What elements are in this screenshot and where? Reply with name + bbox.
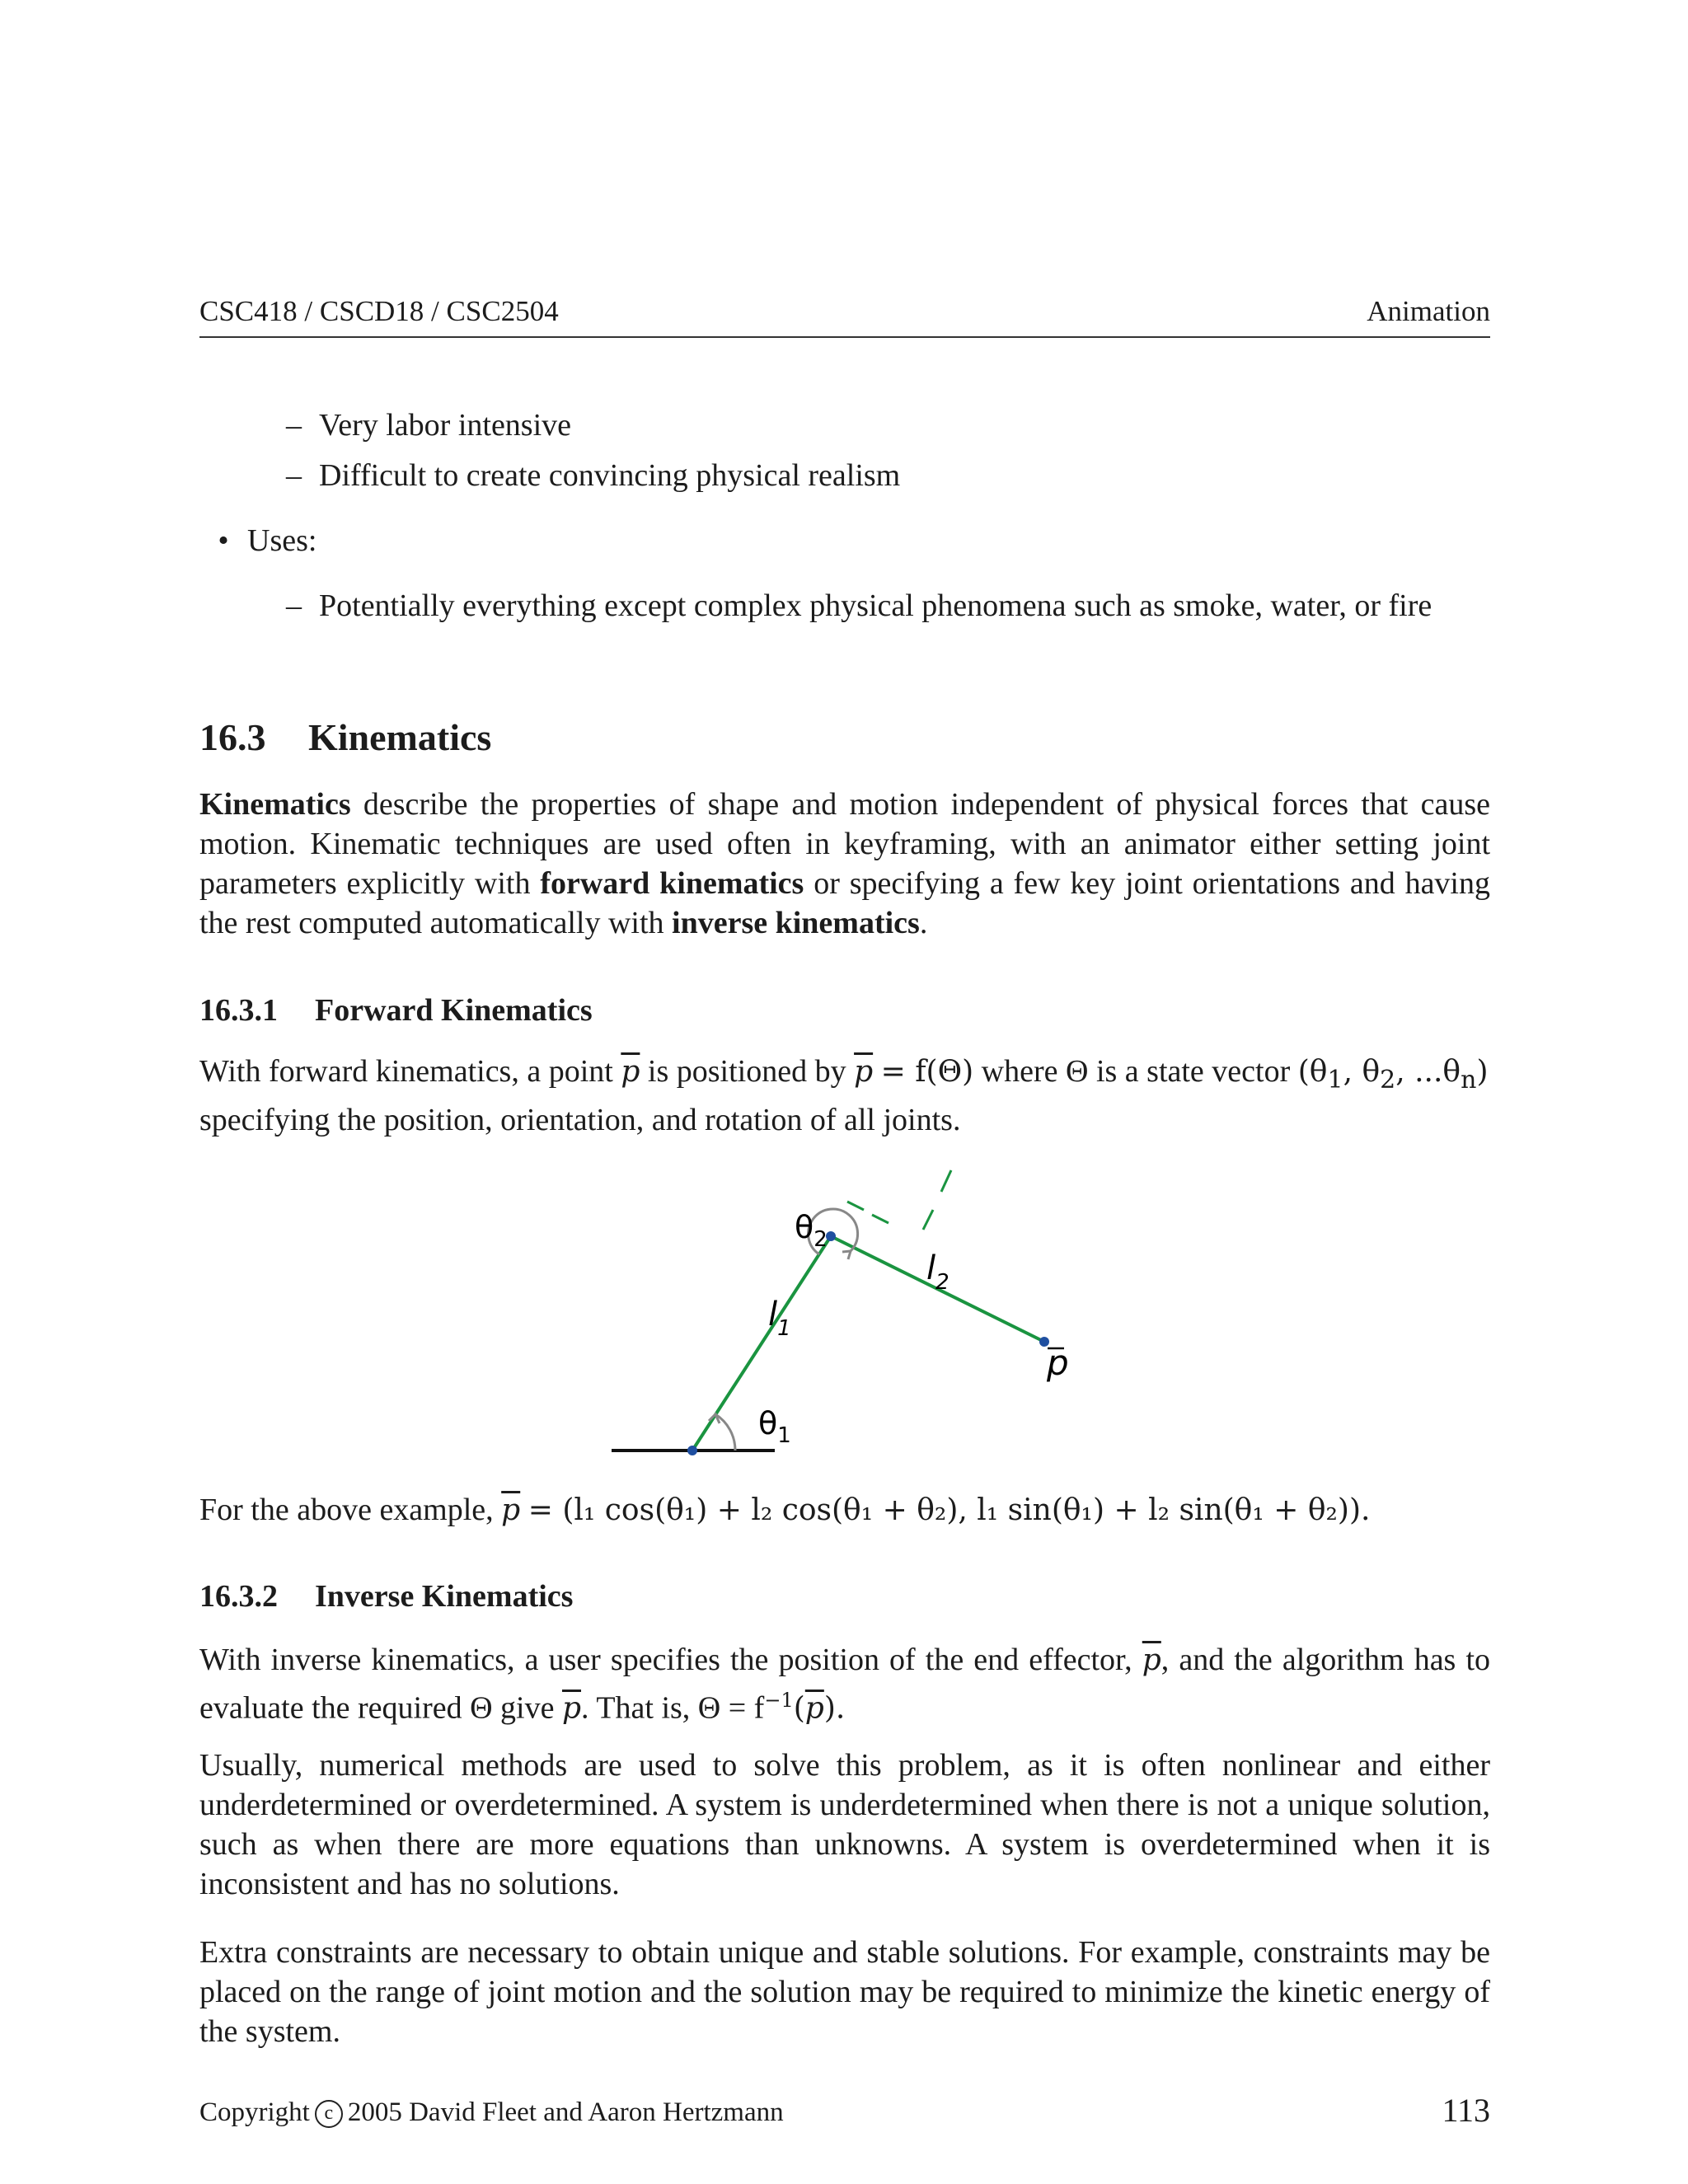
dash-marker: – [286, 458, 302, 493]
joint2-reference-dash [872, 1215, 889, 1223]
copyright-symbol: c [315, 2100, 343, 2128]
list-item: – Difficult to create convincing physical realism [319, 456, 1490, 495]
theta1-label: $\theta_1$ [758, 1405, 791, 1448]
page [199, 0, 1490, 2184]
uses-bullet: • Uses: [247, 521, 316, 560]
running-header [199, 295, 1490, 338]
inverse-kinematics-paragraph: With inverse kinematics, a user specifies the position of the end effector, $\overline{p}$, and the algorithm has to evaluate the required Θ give $\overline{p}$. That is, $\Theta = f^{-1}(\overline{p})$. [199, 1643, 1490, 1726]
list-item: – Potentially everything except complex physical phenomena such as smoke, water, or fire [319, 586, 1490, 626]
joint2-extension-dash [923, 1210, 933, 1230]
list-item: – Very labor intensive [319, 405, 1490, 445]
base-joint [687, 1446, 697, 1455]
page-number: 113 [1442, 2092, 1490, 2129]
page-footer: Copyright c 2005 David Fleet and Aaron Hertzmann 113 [199, 2092, 1490, 2129]
elbow-joint [826, 1231, 836, 1241]
dash-marker: – [286, 408, 302, 443]
section-heading: 16.3 Kinematics [199, 716, 492, 758]
numerical-methods-paragraph: Usually, numerical methods are used to solve this problem, as it is often nonlinear and either underdetermined or overdetermined. A system is underdetermined when there is not a unique solution, such as when there are more equations than unknowns. A system is overdetermined when it is inconsistent and has no solutions. [199, 1748, 1490, 1901]
p-label: p [1047, 1343, 1069, 1383]
l1-label: $l_1$ [768, 1296, 791, 1341]
dash-marker: – [286, 588, 302, 623]
chapter-name: Animation [1367, 295, 1490, 327]
joint2-reference-dash [847, 1202, 864, 1210]
subsection-heading-forward: 16.3.1 Forward Kinematics [199, 993, 593, 1028]
two-link-arm-diagram [612, 1154, 1106, 1467]
forward-kinematics-paragraph: With forward kinematics, a point $\overline{p}$ is positioned by $\overline{p} = f(\Theta)$ where Θ is a state vector ($\theta_1$, $\theta_2$, $...\theta_n$) specifying the position, orientation, and rotation of all joints. [199, 1054, 1489, 1138]
theta2-label: $\theta_2$ [795, 1209, 828, 1252]
subsection-heading-inverse: 16.3.2 Inverse Kinematics [199, 1579, 574, 1614]
intro-paragraph: Kinematics describe the properties of shape and motion independent of physical forces that cause motion. Kinematic techniques are used often in keyframing, with an animator either setting joint parameters explicitly with forward kinematics or specifying a few key joint orientations and having the rest computed automatically with inverse kinematics. [199, 787, 1490, 940]
constraints-paragraph: Extra constraints are necessary to obtain unique and stable solutions. For example, constraints may be placed on the range of joint motion and the solution may be required to minimize the kinetic energy of the system. [199, 1935, 1490, 2049]
example-equation-line: For the above example, $\overline{p} = (l_1$ cos(θ₁) + l₂ cos(θ₁ + θ₂), l₁ sin(θ₁) + l₂ sin(θ₁ + θ₂)). [199, 1493, 1371, 1527]
course-codes: CSC418 / CSCD18 / CSC2504 [199, 295, 559, 327]
joint2-extension-dash [941, 1170, 951, 1192]
bullet-marker: • [218, 523, 229, 558]
l2-label: $l_2$ [926, 1249, 950, 1295]
theta2-arrowhead [842, 1251, 851, 1259]
